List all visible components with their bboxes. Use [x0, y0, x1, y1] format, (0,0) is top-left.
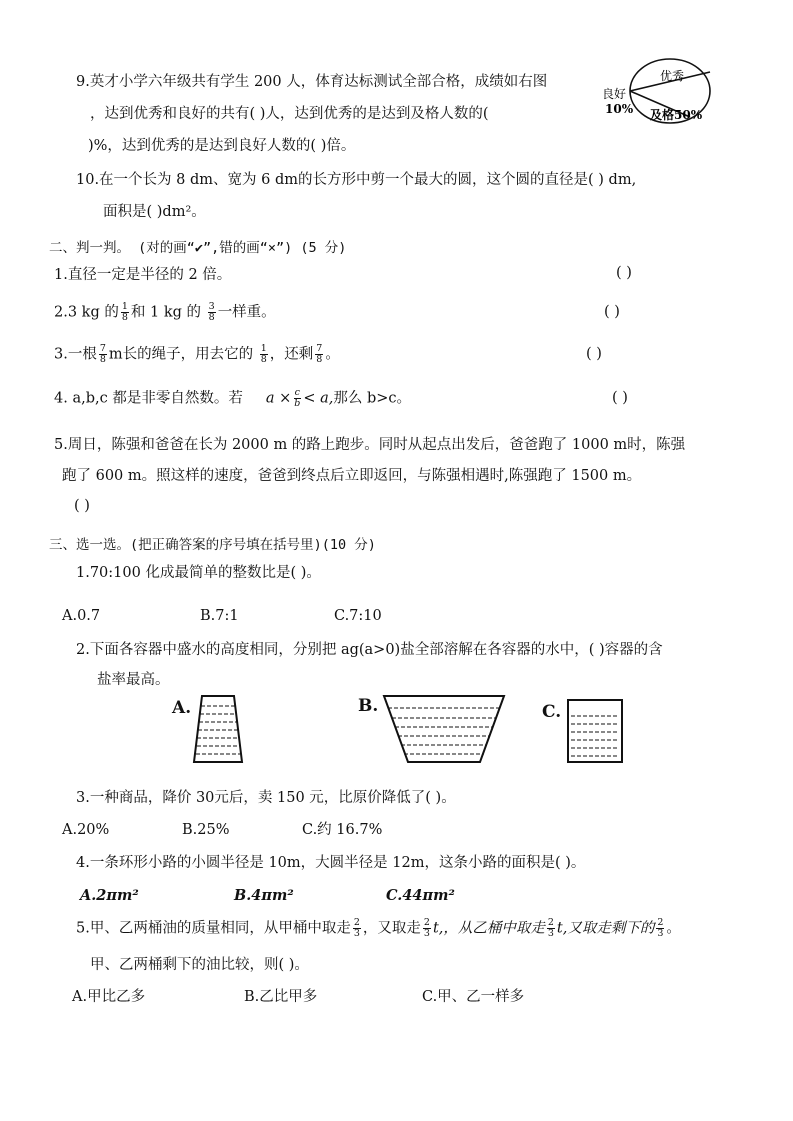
s2-item1-paren: ( ): [616, 265, 632, 281]
pie-label-good: 良好: [602, 87, 627, 101]
s3-q1-option-a: A.0.7: [62, 608, 101, 624]
q9-line3: )%，达到优秀的是达到良好人数的( )倍。: [88, 138, 356, 154]
fraction: $\frac{1}{8}$: [121, 301, 128, 323]
section3-title: 三、选一选。(把正确答案的序号填在括号里)(10 分): [49, 537, 376, 553]
fraction: $\frac{2}{3}$: [353, 917, 360, 939]
s3-q1-option-b: B.7:1: [200, 608, 239, 624]
s3-q4-option-b: B.4πm²: [234, 887, 294, 904]
pie-label-good-pct: 10%: [605, 102, 634, 116]
s3-q3-option-c: C.约 16.7%: [302, 822, 383, 838]
s3-q5-option-c: C.甲、乙一样多: [422, 989, 525, 1005]
s2-item5-line2: 跑了 600 m。照这样的速度，爸爸到终点后立即返回，与陈强相遇时,陈强跑了 1500 m。: [62, 468, 642, 484]
s3-q5-option-a: A.甲比乙多: [72, 989, 146, 1005]
s3-q5-line2: 甲、乙两桶剩下的油比较，则( )。: [90, 957, 309, 973]
q9-line1: 9.英才小学六年级共有学生 200 人，体育达标测试全部合格，成绩如右图: [76, 74, 548, 90]
container-a: [192, 694, 244, 764]
s3-q3-option-a: A.20%: [62, 822, 110, 838]
s2-item3-paren: ( ): [586, 346, 602, 362]
s3-q2-line2: 盐率最高。: [97, 672, 170, 688]
s3-q3: 3.一种商品，降价 30元后，卖 150 元，比原价降低了( )。: [76, 790, 456, 806]
s2-item5-paren: ( ): [74, 498, 90, 514]
s3-q5-line1: 5.甲、乙两桶油的质量相同，从甲桶中取走 $\frac{2}{3}$ ，又取走 $\frac{2}{3}$ t,，从乙桶中取走 $\frac{2}{3}$ t,又取走剩下的 $\frac{2}{3}$ 。: [76, 917, 681, 939]
s2-item4: 4. a,b,c 都是非零自然数。若 a × $\frac{c}{b}$ < a,那么 b>c。: [54, 387, 412, 409]
container-a-label: A.: [172, 698, 192, 718]
s2-item5-line1: 5.周日，陈强和爸爸在长为 2000 m 的路上跑步。同时从起点出发后，爸爸跑了 1000 m时，陈强: [54, 437, 686, 453]
s2-item1: 1.直径一定是半径的 2 倍。: [54, 267, 232, 283]
q9-line2: ，达到优秀和良好的共有( )人，达到优秀的是达到及格人数的(: [90, 106, 489, 122]
section2-title: 二、判一判。 (对的画“✔”,错的画“×”) (5 分): [49, 240, 347, 256]
pie-chart-figure: [600, 56, 718, 128]
s3-q2-line1: 2.下面各容器中盛水的高度相同，分别把 ag(a>0)盐全部溶解在各容器的水中，( )容器的含: [76, 642, 663, 658]
fraction: $\frac{3}{8}$: [208, 301, 215, 323]
s2-item4-paren: ( ): [612, 390, 628, 406]
s2-item3: 3.一根 $\frac{7}{8}$ m长的绳子，用去它的 $\frac{1}{8}$ ，还剩 $\frac{7}{8}$ 。: [54, 343, 340, 365]
container-c-label: C.: [542, 702, 562, 722]
s3-q5-option-b: B.乙比甲多: [244, 989, 318, 1005]
container-b-label: B.: [358, 696, 379, 716]
fraction: $\frac{7}{8}$: [99, 343, 106, 365]
s2-item2-paren: ( ): [604, 304, 620, 320]
fraction: $\frac{7}{8}$: [316, 343, 323, 365]
pie-label-pass: 及格50%: [650, 108, 703, 122]
s3-q4: 4.一条环形小路的小圆半径是 10m，大圆半径是 12m，这条小路的面积是( )。: [76, 855, 586, 871]
fraction: $\frac{1}{8}$: [260, 343, 267, 365]
container-b: [382, 694, 506, 764]
q10-line2: 面积是( )dm²。: [103, 204, 206, 220]
s2-item2: 2.3 kg 的 $\frac{1}{8}$ 和 1 kg 的 $\frac{3}{8}$ 一样重。: [54, 301, 276, 323]
s3-q4-option-c: C.44πm²: [386, 887, 455, 904]
fraction: $\frac{2}{3}$: [547, 917, 554, 939]
s3-q3-option-b: B.25%: [182, 822, 230, 838]
fraction: $\frac{2}{3}$: [423, 917, 430, 939]
s3-q1-option-c: C.7:10: [334, 608, 382, 624]
q10-line1: 10.在一个长为 8 dm、宽为 6 dm的长方形中剪一个最大的圆，这个圆的直径是( ) dm,: [76, 172, 637, 188]
pie-label-excellent: 优秀: [660, 69, 685, 83]
container-c: [566, 698, 624, 764]
s3-q4-option-a: A.2πm²: [80, 887, 139, 904]
fraction: $\frac{2}{3}$: [657, 917, 664, 939]
s3-q1: 1.70:100 化成最简单的整数比是( )。: [76, 565, 321, 581]
fraction: $\frac{c}{b}$: [294, 387, 301, 409]
